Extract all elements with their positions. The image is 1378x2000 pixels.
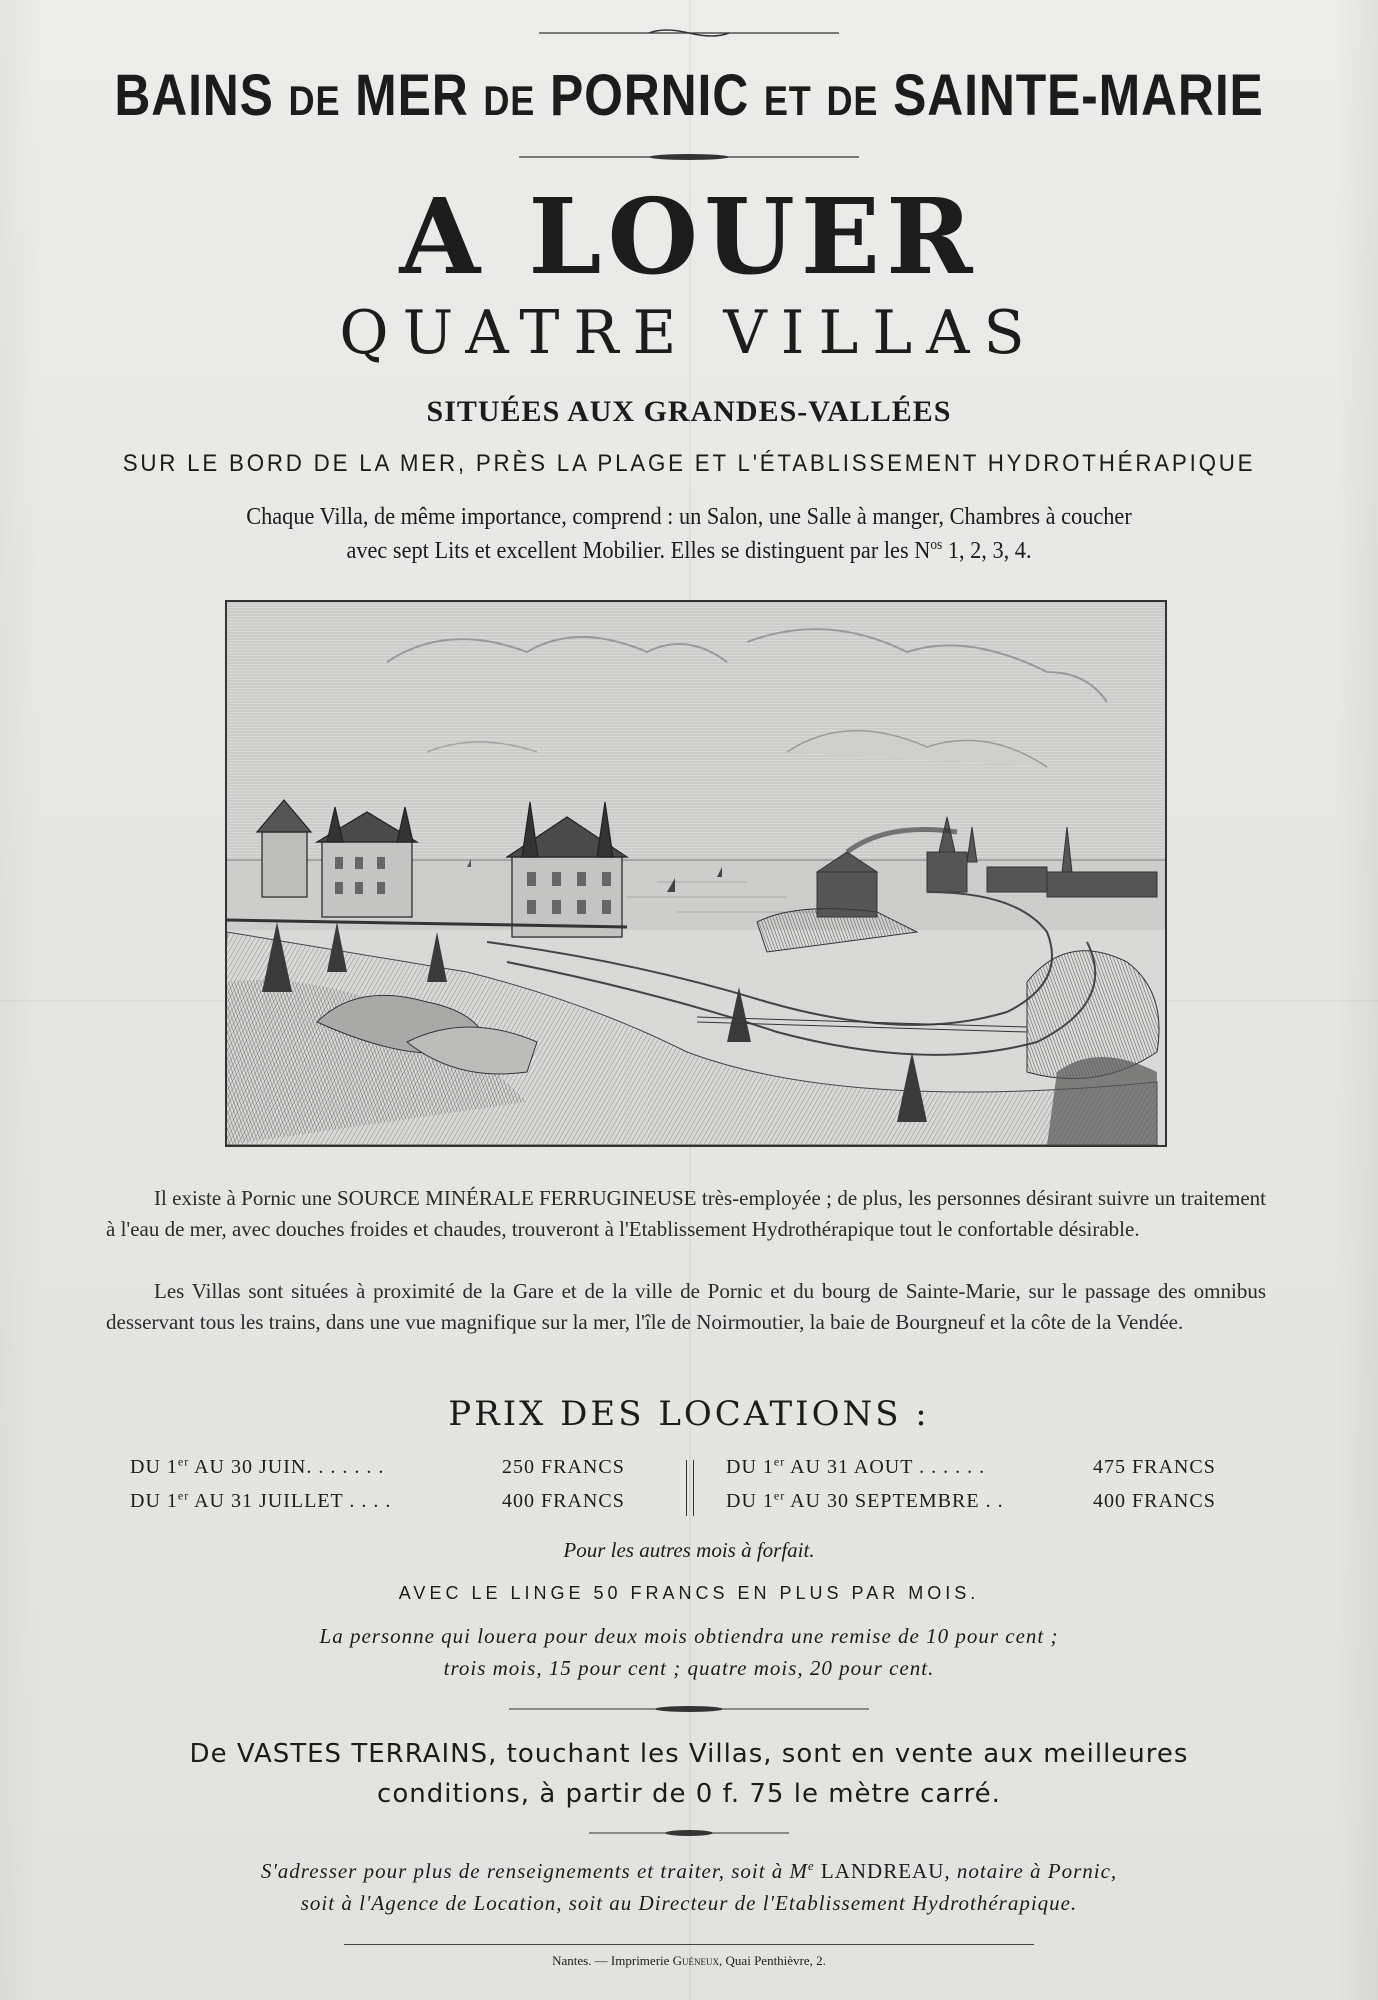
villa-description: Chaque Villa, de même importance, comprend : un Salon, une Salle à manger, Chambres à coucher avec sept Lits et excellent Mobilier. Elles se distinguent par les $N^{os}$ 1, 2, 3, 4.	[246, 504, 1132, 564]
bottom-rule	[344, 1944, 1034, 1945]
price-row-septembre: DU 1er AU 30 SEPTEMBRE . .	[726, 1488, 1004, 1512]
linge-note: AVEC LE LINGE 50 FRANCS EN PLUS PAR MOIS.	[398, 1583, 980, 1603]
situees-line: SITUÉES AUX GRANDES-VALLÉES	[426, 395, 952, 428]
price-juin: 250 FRANCS	[502, 1456, 625, 1478]
paragraph-source-minerale: Il existe à Pornic une SOURCE MINÉRALE FERRUGINEUSE très-employée ; de plus, les personnes désirant suivre un traitement à l'eau de mer, avec douches froides et chaudes, trouveront à l'Etablissement Hydrothérapique tout le confortable désirable.	[106, 1186, 1266, 1241]
pricing-table	[130, 1456, 1250, 1520]
price-septembre: 400 FRANCS	[1093, 1490, 1216, 1512]
printer-imprint: Nantes. — Imprimerie Guéneux, Quai Penthièvre, 2.	[552, 1953, 826, 1968]
remise-note: La personne qui louera pour deux mois obtiendra une remise de 10 pour cent ; trois mois, 15 pour cent ; quatre mois, 20 pour cent.	[319, 1624, 1059, 1680]
pricing-separator	[686, 1460, 694, 1516]
top-ornament	[0, 26, 1378, 40]
vastes-terrains-notice: De VASTES TERRAINS, touchant les Villas, sont en vente aux meilleures conditions, à partir de 0 f. 75 le mètre carré.	[189, 1739, 1189, 1809]
contact-instructions: S'adresser pour plus de renseignements et traiter, soit à Me LANDREAU, notaire à Pornic, soit à l'Agence de Location, soit au Directeur de l'Etablissement Hydrothérapique.	[260, 1859, 1118, 1915]
paragraph-villas-situation: Les Villas sont situées à proximité de la Gare et de la ville de Pornic et du bourg de Sainte-Marie, sur le passage des omnibus desservant tous les trains, dans une vue magnifique sur la mer, l'île de Noirmoutier, la baie de Bourgneuf et la côte de la Vendée.	[106, 1279, 1266, 1334]
price-row-aout: DU 1er AU 31 AOUT . . . . . .	[726, 1454, 986, 1478]
subtitle-quatre-villas: QUATRE VILLAS	[339, 298, 1039, 368]
price-aout: 475 FRANCS	[1093, 1456, 1216, 1478]
divider-ornament-middle	[0, 1702, 1378, 1716]
pricing-title: PRIX DES LOCATIONS :	[448, 1394, 930, 1434]
title-a-louer: A LOUER	[399, 175, 979, 298]
price-row-juillet: DU 1er AU 31 JUILLET . . . .	[130, 1488, 392, 1512]
headline-bains-de-mer: BAINS DE MER DE PORNIC ET DE SAINTE-MARIE	[114, 63, 1264, 128]
price-juillet: 400 FRANCS	[502, 1490, 625, 1512]
autres-mois-note: Pour les autres mois à forfait.	[563, 1538, 815, 1562]
location-line: SUR LE BORD DE LA MER, PRÈS LA PLAGE ET L'ÉTABLISSEMENT HYDROTHÉRAPIQUE	[122, 450, 1256, 477]
villas-engraving-image	[225, 600, 1167, 1147]
divider-ornament	[0, 150, 1378, 164]
price-row-juin: DU 1er AU 30 JUIN. . . . . . .	[130, 1454, 385, 1478]
divider-ornament-lower	[0, 1826, 1378, 1840]
